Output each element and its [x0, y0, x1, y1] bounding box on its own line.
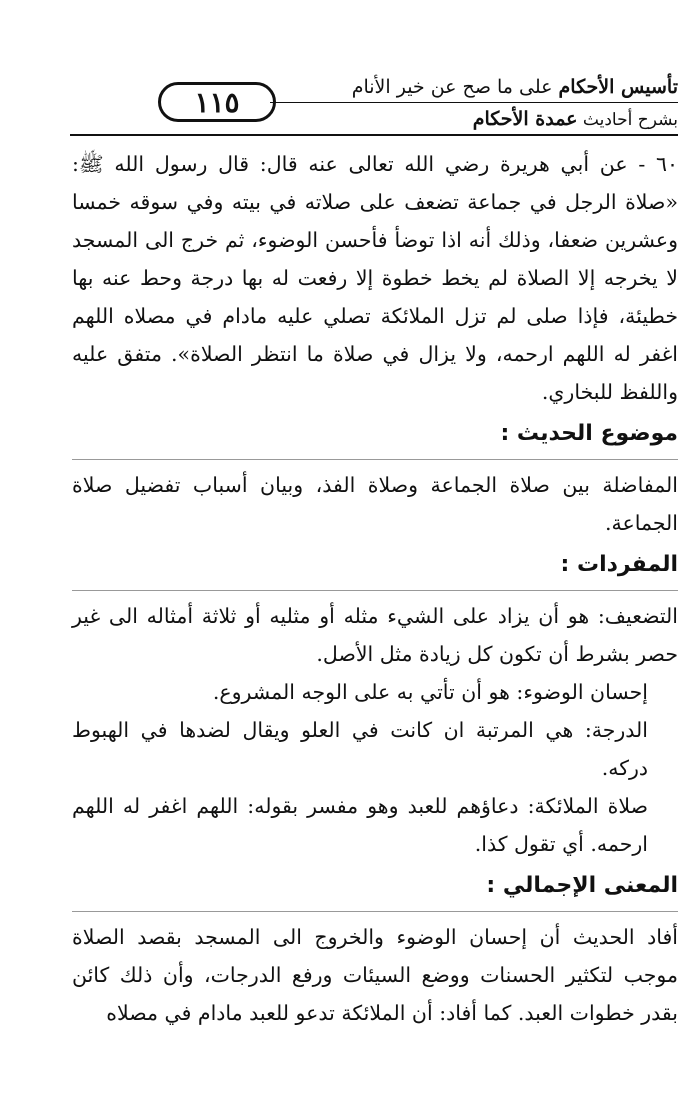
section-paragraph: إحسان الوضوء: هو أن تأتي به على الوجه المشروع.	[212, 680, 648, 704]
book-title	[352, 76, 678, 98]
book-title-bold: تأسيس الأحكام	[558, 76, 678, 98]
section-heading-topic: موضوع الحديث :	[500, 421, 678, 446]
header-underline	[70, 134, 678, 136]
section-paragraph: الدرجة: هي المرتبة ان كانت في العلو ويقال لضدها في الهبوط دركه.	[72, 718, 648, 780]
section-divider	[72, 459, 678, 460]
book-title-rest: على ما صح عن خير الأنام	[351, 76, 559, 98]
section-divider	[72, 911, 678, 912]
book-subtitle-bold: عمدة الأحكام	[472, 108, 578, 130]
page-number: ١١٥	[158, 82, 276, 122]
section-heading-summary: المعنى الإجمالي :	[486, 873, 678, 898]
section-paragraph: أفاد الحديث أن إحسان الوضوء والخروج الى المسجد بقصد الصلاة موجب لتكثير الحسنات ووضع السيئات ورفع الدرجات، وأن ذلك كائن بقدر خطوات العبد. كما أفاد: أن الملائكة تدعو للعبد مادام في مصلاه	[72, 925, 678, 1025]
section-paragraph: التضعيف: هو أن يزاد على الشيء مثله أو مثليه أو ثلاثة أمثاله الى غير حصر بشرط أن تكون كل زيادة مثل الأصل.	[72, 604, 678, 666]
book-subtitle-prefix: بشرح أحاديث	[577, 110, 678, 130]
page-header	[70, 72, 678, 142]
page-body	[72, 145, 678, 1032]
section-paragraph: المفاضلة بين صلاة الجماعة وصلاة الفذ، وبيان أسباب تفضيل صلاة الجماعة.	[72, 473, 679, 535]
section-divider	[72, 590, 678, 591]
header-divider	[270, 102, 678, 103]
hadith-text: ٦٠ - عن أبي هريرة رضي الله تعالى عنه قال: قال رسول الله ﷺ: «صلاة الرجل في جماعة تضعف على صلاته في بيته وفي سوقه خمسا وعشرين ضعفا، وذلك أنه اذا توضأ فأحسن الوضوء، ثم خرج الى المسجد لا يخرجه إلا الصلاة لم يخط خطوة إلا رفعت له بها درجة وحط عنه بها خطيئة، فإذا صلى لم تزل الملائكة تصلي عليه مادام في مصلاه اللهم اغفر له اللهم ارحمه، ولا يزال في صلاة ما انتظر الصلاة». متفق عليه واللفظ للبخاري.	[72, 152, 678, 404]
section-paragraph: صلاة الملائكة: دعاؤهم للعبد وهو مفسر بقوله: اللهم اغفر له اللهم ارحمه. أي تقول كذا.	[72, 794, 648, 856]
book-subtitle	[473, 108, 678, 130]
section-heading-vocabulary: المفردات :	[560, 552, 678, 577]
